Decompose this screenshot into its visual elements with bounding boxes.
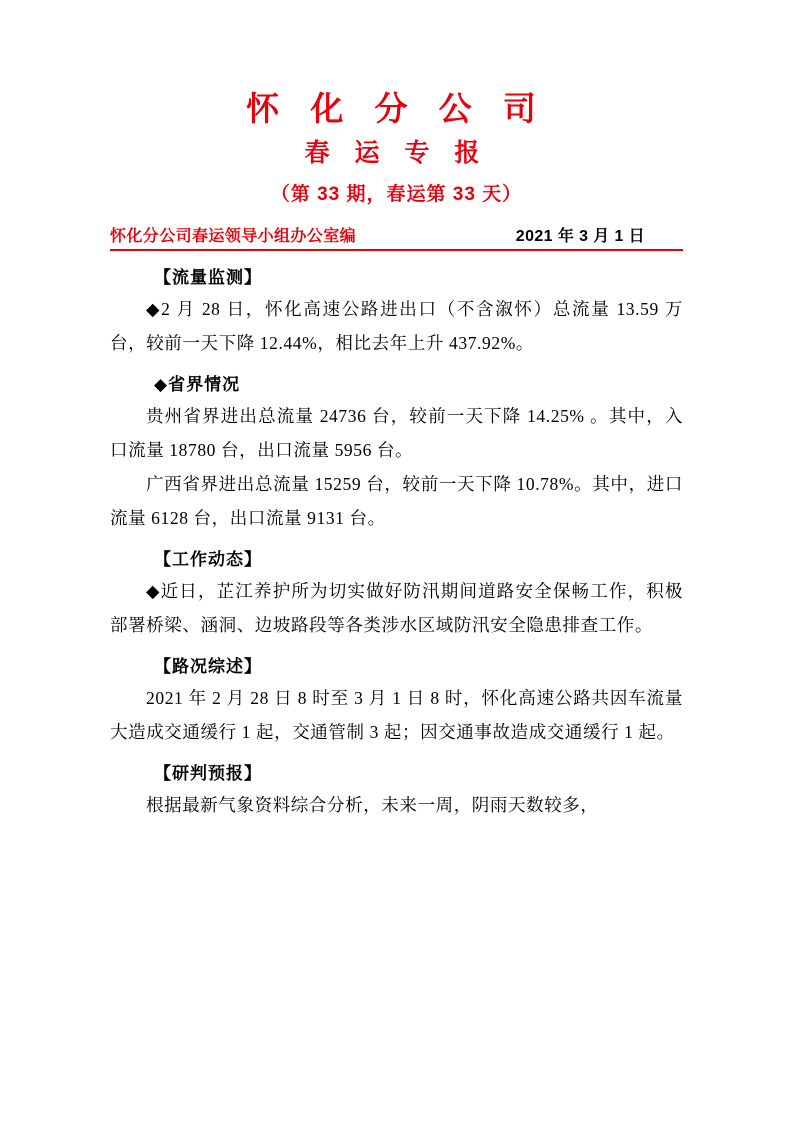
- document-editor: 怀化分公司春运领导小组办公室编: [110, 228, 357, 246]
- document-subtitle: 春 运 专 报: [304, 139, 489, 168]
- document-issue-number: （第 33 期，春运第 33 天）: [270, 183, 523, 205]
- document-title: 怀 化 分 公 司: [246, 90, 547, 127]
- section-heading-work-updates: 【工作动态】: [154, 550, 262, 570]
- section-paragraph: 根据最新气象资料综合分析，未来一周，阴雨天数较多，: [146, 795, 599, 816]
- section-heading-forecast: 【研判预报】: [154, 764, 262, 784]
- section-paragraph: ◆2 月 28 日，怀化高速公路进出口（不含溆怀）总流量 13.59 万台，较前一天下降 12.44%，相比去年上升 437.92%。: [110, 299, 683, 354]
- section-paragraph: ◆近日，芷江养护所为切实做好防汛期间道路安全保畅工作，积极部署桥梁、涵洞、边坡路段等各类涉水区域防汛安全隐患排查工作。: [110, 581, 683, 636]
- section-paragraph: 贵州省界进出总流量 24736 台，较前一天下降 14.25% 。其中，入口流量 18780 台，出口流量 5956 台。: [110, 406, 683, 461]
- document-body: [110, 263, 683, 822]
- section-heading-road-conditions: 【路况综述】: [154, 657, 262, 677]
- section-heading-province-border: ◆省界情况: [154, 375, 241, 395]
- document-date: 2021 年 3 月 1 日: [515, 228, 645, 246]
- section-paragraph: 2021 年 2 月 28 日 8 时至 3 月 1 日 8 时，怀化高速公路共因车流量大造成交通缓行 1 起，交通管制 3 起；因交通事故造成交通缓行 1 起。: [110, 688, 683, 743]
- section-heading-traffic-monitoring: 【流量监测】: [154, 268, 262, 288]
- section-paragraph: 广西省界进出总流量 15259 台，较前一天下降 10.78%。其中，进口流量 6128 台，出口流量 9131 台。: [110, 474, 683, 529]
- document-meta-row: [110, 223, 683, 251]
- document-header: [110, 0, 683, 209]
